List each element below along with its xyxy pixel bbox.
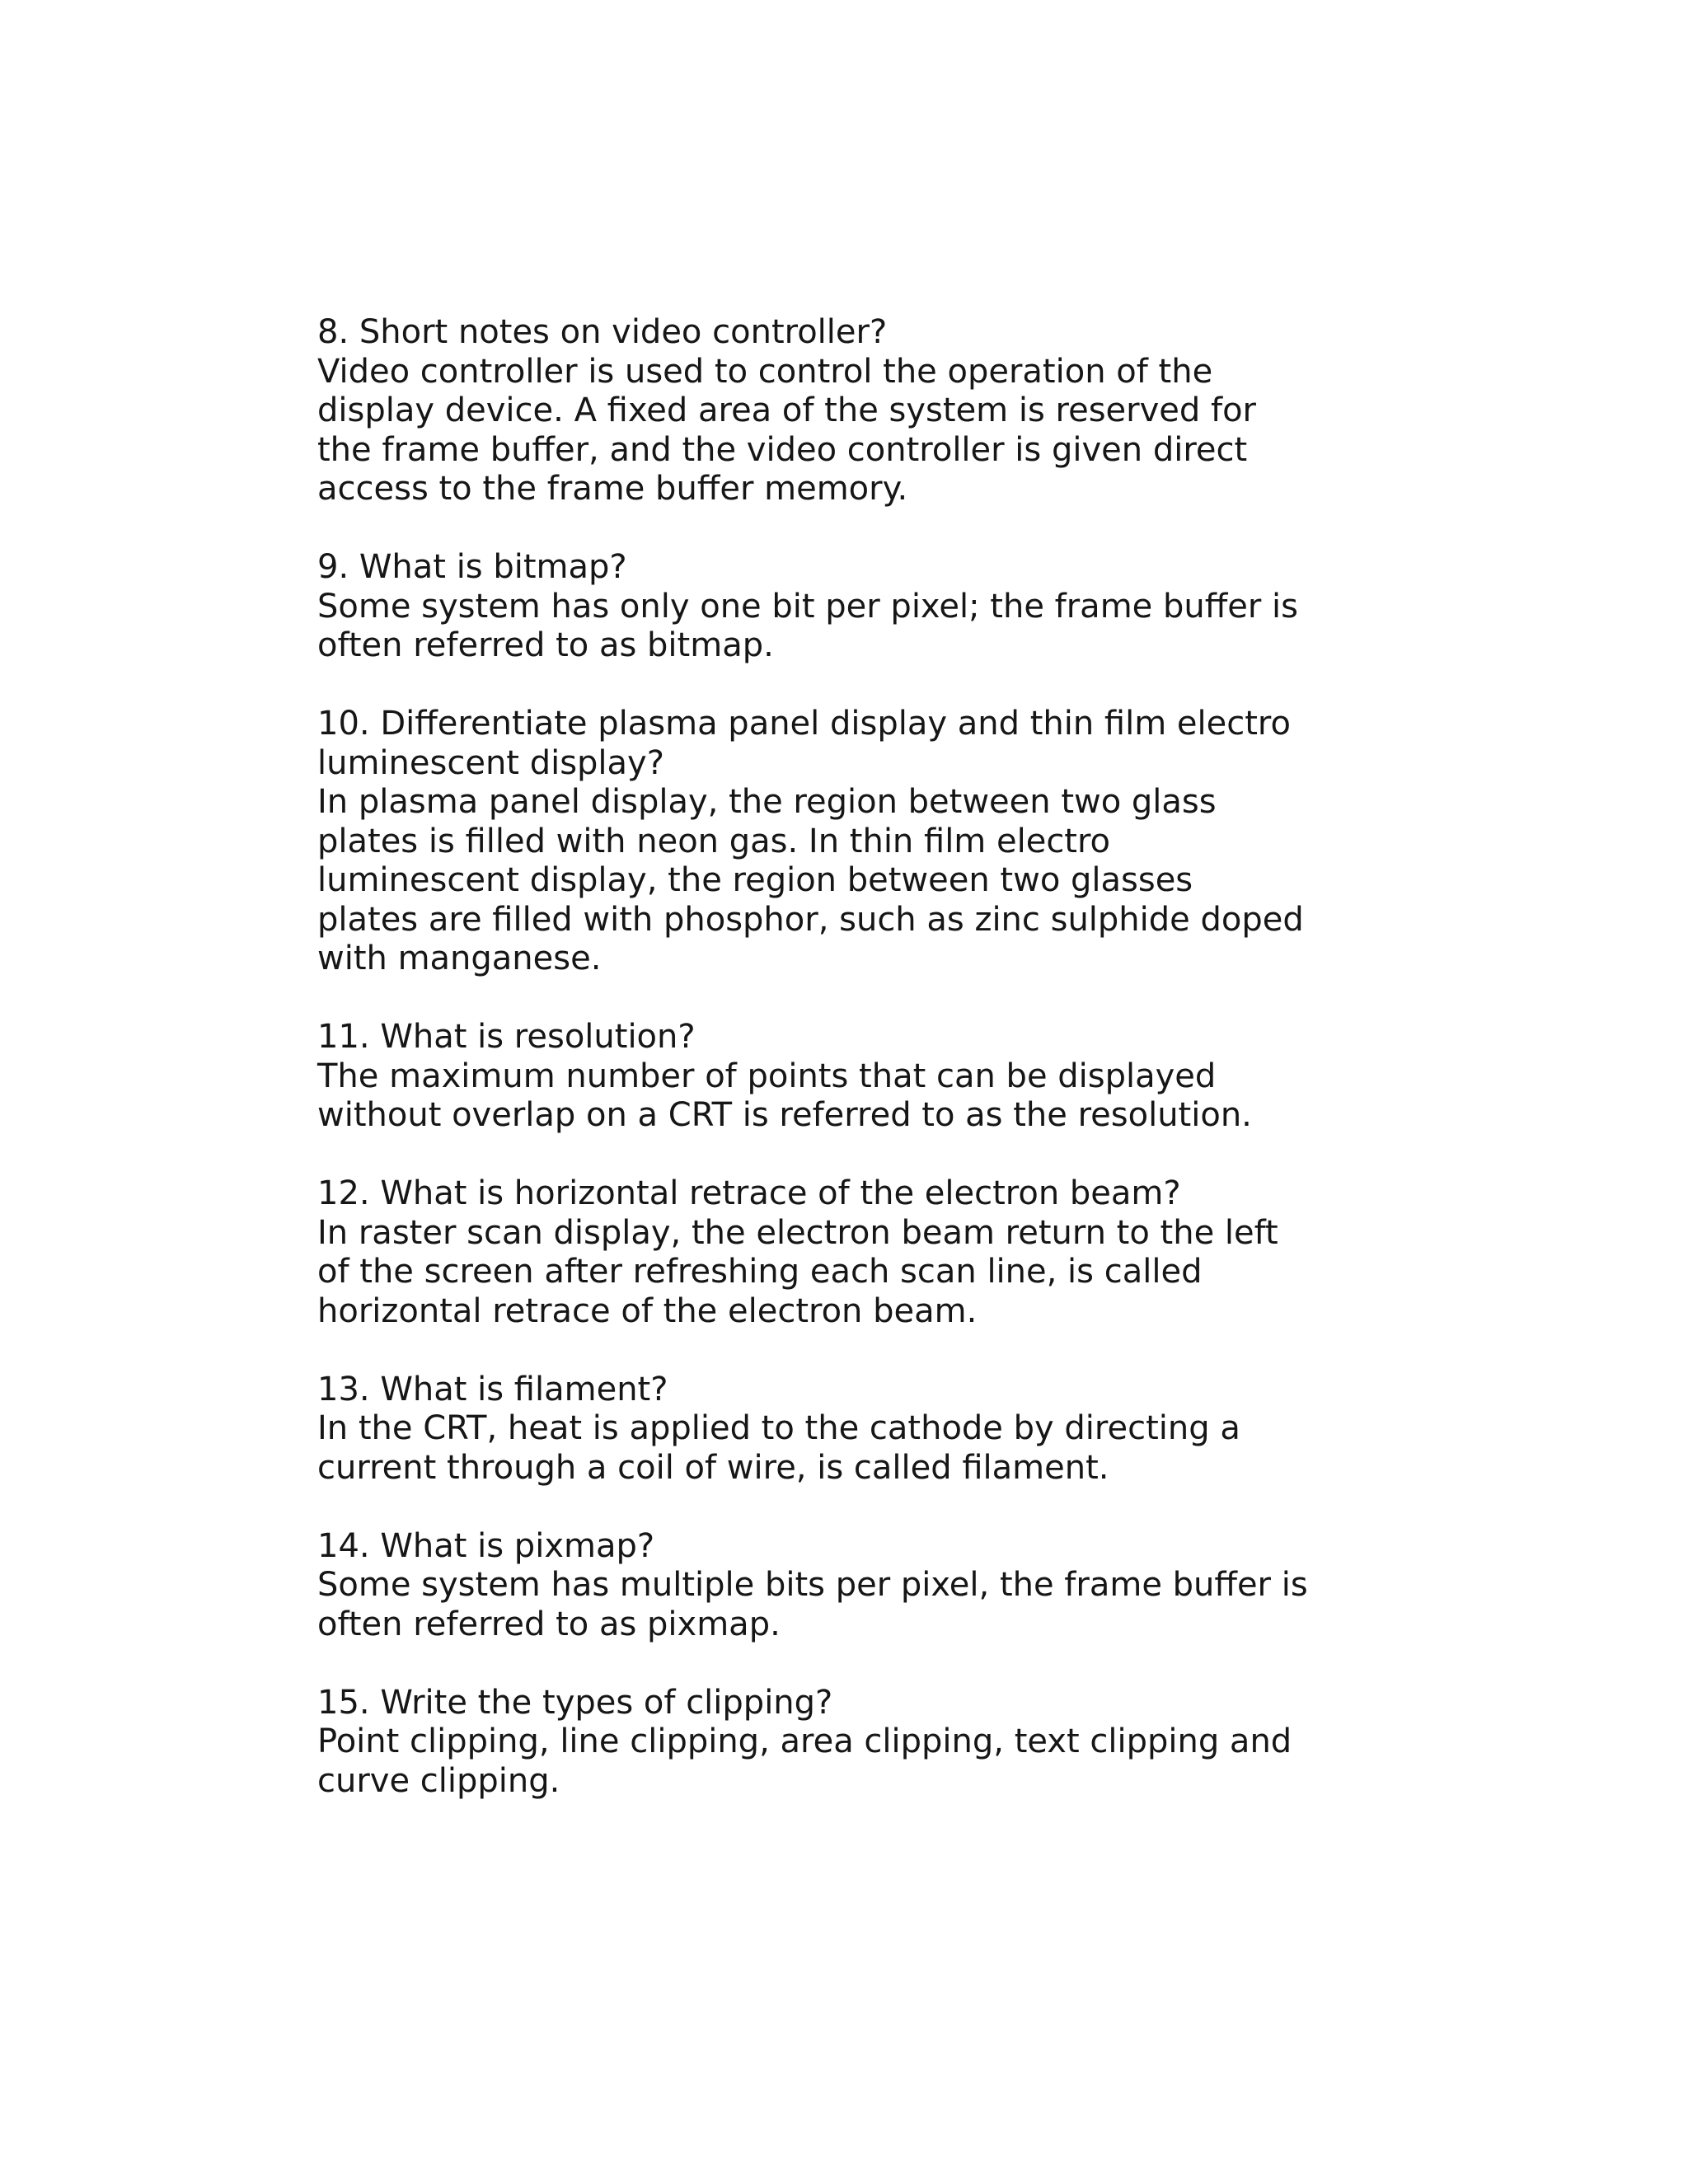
qa-item-15 xyxy=(317,1684,1389,1802)
qa-item-12 xyxy=(317,1174,1389,1331)
answer-15: Point clipping, line clipping, area clipping, text clipping and curve clipping. xyxy=(317,1722,1292,1800)
qa-item-9 xyxy=(317,548,1389,666)
answer-9: Some system has only one bit per pixel; the frame buffer is often referred to as bitmap. xyxy=(317,587,1298,664)
question-11: 11. What is resolution? xyxy=(317,1018,696,1056)
question-10: 10. Differentiate plasma panel display and thin film electro luminescent display? xyxy=(317,705,1291,782)
question-13: 13. What is filament? xyxy=(317,1370,668,1408)
answer-13: In the CRT, heat is applied to the cathode by directing a current through a coil of wire, is called filament. xyxy=(317,1409,1240,1487)
qa-item-8 xyxy=(317,313,1389,509)
question-9: 9. What is bitmap? xyxy=(317,548,627,586)
answer-14: Some system has multiple bits per pixel, the frame buffer is often referred to as pixmap. xyxy=(317,1566,1308,1643)
answer-11: The maximum number of points that can be displayed without overlap on a CRT is referred to as the resolution. xyxy=(317,1057,1252,1134)
question-12: 12. What is horizontal retrace of the electron beam? xyxy=(317,1174,1181,1212)
qa-item-14 xyxy=(317,1527,1389,1645)
question-15: 15. Write the types of clipping? xyxy=(317,1683,833,1722)
qa-item-11 xyxy=(317,1018,1389,1136)
answer-8: Video controller is used to control the operation of the display device. A fixed area of the system is reserved for the frame buffer, and the video controller is given direct access to the frame buffer memory. xyxy=(317,352,1256,508)
question-14: 14. What is pixmap? xyxy=(317,1526,655,1565)
answer-12: In raster scan display, the electron beam return to the left of the screen after refreshing each scan line, is called horizontal retrace of the electron beam. xyxy=(317,1213,1278,1330)
document-body xyxy=(317,313,1389,1840)
qa-item-13 xyxy=(317,1371,1389,1488)
question-8: 8. Short notes on video controller? xyxy=(317,313,888,351)
answer-10: In plasma panel display, the region between two glass plates is filled with neon gas. In thin film electro luminescent display, the region between two glasses plates are filled with phosphor, such as zinc sulphide doped with manganese. xyxy=(317,783,1304,977)
qa-item-10 xyxy=(317,705,1389,979)
